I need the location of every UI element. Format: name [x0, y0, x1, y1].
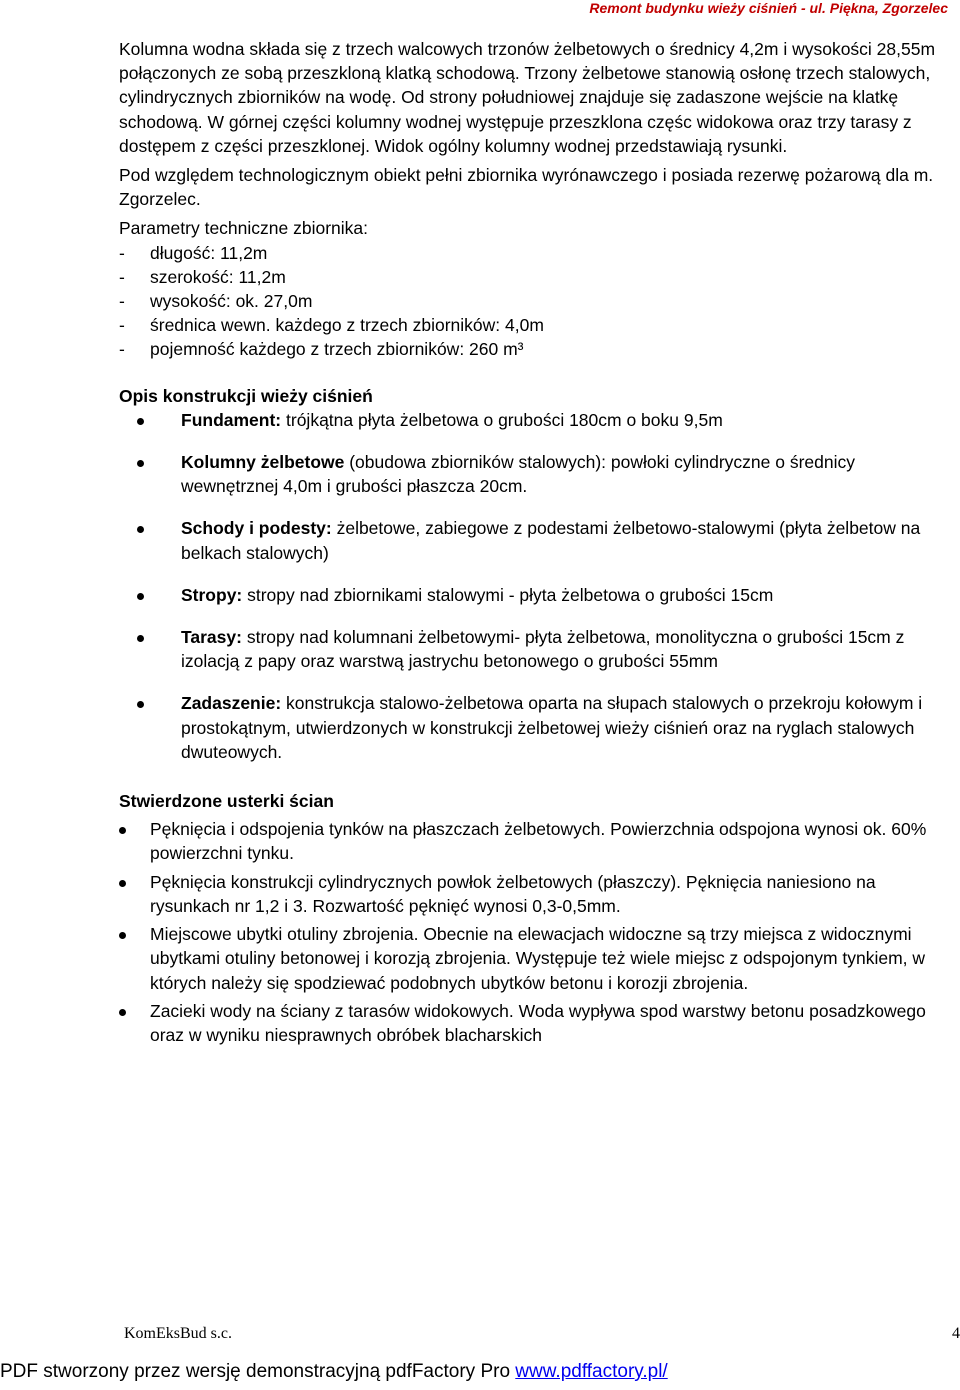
item-text: Miejscowe ubytki otuliny zbrojenia. Obecnie na elewacjach widoczne są trzy miejsca z widocznymi ubytkami otuliny betonowej i korozją zbrojenia. Występuje też wiele miejsc z odspojonym tynkiem, w których należy się spodziewać podobnych ubytków betonu i korozji zbrojenia.	[150, 924, 926, 993]
item-label: Kolumny żelbetowe	[181, 452, 345, 473]
params-list	[119, 241, 957, 362]
item-text: stropy nad kolumnani żelbetowymi- płyta żelbetowa, monolityczna o grubości 15cm z izolacją z papy oraz warstwą jastrychu betonowego o grubości 55mm	[181, 627, 905, 672]
list-item	[119, 817, 957, 865]
bullet-icon	[137, 460, 144, 467]
list-item	[119, 516, 957, 564]
item-text: żelbetowe, zabiegowe z podestami żelbetowo-stalowymi (płyta żelbetow na belkach stalowych)	[181, 518, 921, 563]
item-text: Pęknięcia i odspojenia tynków na płaszczach żelbetowych. Powierzchnia odspojona wynosi ok. 60% powierzchni tynku.	[150, 819, 927, 864]
running-header: Remont budynku wieży ciśnień - ul. Piękna, Zgorzelec	[589, 0, 948, 16]
item-label: Stropy:	[181, 584, 243, 605]
document-body	[119, 37, 957, 1047]
item-label: Schody i podesty:	[181, 518, 332, 539]
item-text: Zacieki wody na ściany z tarasów widokowych. Woda wypływa spod warstwy betonu posadzkowego oraz w wyniku niesprawnych obróbek blacharskich	[150, 1000, 926, 1045]
list-item	[119, 625, 957, 673]
construction-list	[119, 408, 957, 764]
bullet-icon	[119, 827, 126, 834]
bullet-icon	[137, 635, 144, 642]
list-item	[119, 870, 957, 918]
bullet-icon	[137, 526, 144, 533]
item-text: Pęknięcia konstrukcji cylindrycznych powłok żelbetowych (płaszczy). Pęknięcia naniesiono na rysunkach nr 1,2 i 3. Rozwartość pęknięć wynosi 0,3-0,5mm.	[150, 871, 876, 916]
param-item: - pojemność każdego z trzech zbiorników: 260 m³	[119, 337, 957, 361]
list-item	[119, 999, 957, 1047]
section-heading-usterki: Stwierdzone usterki ścian	[119, 791, 334, 812]
list-item	[119, 583, 957, 607]
bullet-icon	[137, 701, 144, 708]
item-text: (obudowa zbiorników stalowych): powłoki cylindryczne o średnicy wewnętrznej 4,0m i grubości płaszcza 20cm.	[181, 452, 855, 497]
param-item: - średnica wewn. każdego z trzech zbiorników: 4,0m	[119, 313, 957, 337]
section-heading-opis: Opis konstrukcji wieży ciśnień	[119, 385, 373, 406]
list-item	[119, 408, 957, 432]
item-label: Tarasy:	[181, 627, 242, 648]
purpose-paragraph: Pod względem technologicznym obiekt pełni zbiornika wyrónawczego i posiada rezerwę pożarową dla m. Zgorzelec.	[119, 165, 934, 210]
defects-list	[119, 817, 957, 1047]
list-item	[119, 922, 957, 995]
bullet-icon	[137, 593, 144, 600]
footer-company: KomEksBud s.c.	[124, 1325, 232, 1342]
item-label: Fundament:	[181, 409, 282, 430]
list-item	[119, 691, 957, 764]
bullet-icon	[119, 1009, 126, 1016]
bullet-icon	[137, 418, 144, 425]
item-text: stropy nad zbiornikami stalowymi - płyta żelbetowa o grubości 15cm	[242, 584, 774, 605]
pdf-banner-text: PDF stworzony przez wersję demonstracyjną pdfFactory Pro	[0, 1361, 516, 1382]
pdf-watermark-banner	[0, 1361, 668, 1383]
item-label: Zadaszenie:	[181, 693, 282, 714]
item-text: trójkątna płyta żelbetowa o grubości 180cm o boku 9,5m	[281, 409, 723, 430]
bullet-icon	[119, 880, 126, 887]
intro-paragraph: Kolumna wodna składa się z trzech walcowych trzonów żelbetowych o średnicy 4,2m i wysokości 28,55m połączonych ze sobą przeszkloną klatką schodową. Trzony żelbetowe stanowią osłonę trzech stalowych, cylindrycznych zbiorników na wodę. Od strony południowej znajduje się zadaszone wejście na klatkę schodową. W górnej części kolumny wodnej występuje przeszklona częśc widokowa oraz trzy tarasy z dostępem z części przeszklonej. Widok ogólny kolumny wodnej przedstawiają rysunki.	[119, 39, 936, 156]
param-item: - wysokość: ok. 27,0m	[119, 289, 957, 313]
list-item	[119, 450, 957, 498]
params-title: Parametry techniczne zbiornika:	[119, 218, 368, 239]
bullet-icon	[119, 932, 126, 939]
footer-page-number: 4	[952, 1325, 960, 1342]
param-item: - długość: 11,2m	[119, 241, 957, 265]
item-text: konstrukcja stalowo-żelbetowa oparta na słupach stalowych o przekroju kołowym i prostokątnym, utwierdzonych w konstrukcji żelbetowej wieży ciśnień oraz na ryglach stalowych dwuteowych.	[181, 693, 923, 762]
param-item: - szerokość: 11,2m	[119, 265, 957, 289]
pdffactory-link[interactable]: www.pdffactory.pl/	[515, 1361, 668, 1382]
